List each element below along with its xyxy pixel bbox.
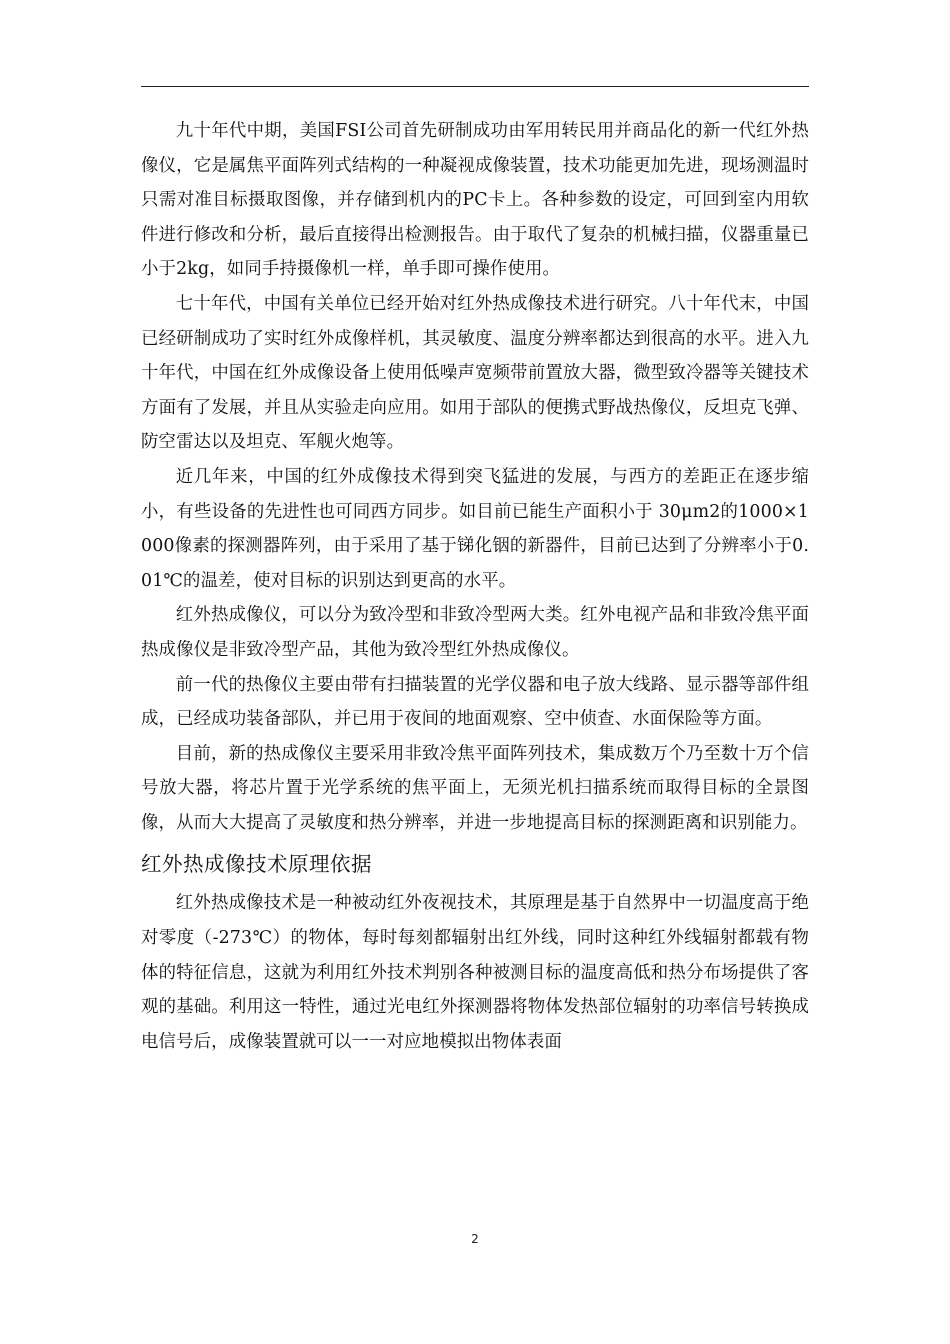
section-heading: 红外热成像技术原理依据: [141, 852, 372, 877]
paragraph-principle: 红外热成像技术是一种被动红外夜视技术，其原理是基于自然界中一切温度高于绝对零度（-273℃）的物体，每时每刻都辐射出红外线，同时这种红外线辐射都载有物体的特征信息，这就为利用红外技术判别各种被测目标的温度高低和热分布场提供了客观的基础。利用这一特性，通过光电红外探测器将物体发热部位辐射的功率信号转换成电信号后，成像装置就可以一一对应地模拟出物体表面: [141, 893, 809, 1052]
paragraph-recent-progress: 近几年来，中国的红外成像技术得到突飞猛进的发展，与西方的差距正在逐步缩小，有些设备的先进性也可同西方同步。如目前已能生产面积小于 30μm2的1000×1000像素的探测器阵列，由于采用了基于锑化铟的新器件，目前已达到了分辨率小于0.01℃的温差，使对目标的识别达到更高的水平。: [141, 466, 809, 591]
header-rule: [141, 86, 809, 87]
paragraph-china-research-history: 七十年代，中国有关单位已经开始对红外热成像技术进行研究。八十年代末，中国已经研制成功了实时红外成像样机，其灵敏度、温度分辨率都达到很高的水平。进入九十年代，中国在红外成像设备上使用低噪声宽频带前置放大器，微型致冷器等关键技术方面有了发展，并且从实验走向应用。如用于部队的便携式野战热像仪，反坦克飞弹、防空雷达以及坦克、军舰火炮等。: [141, 293, 809, 453]
paragraph-imager-types: 红外热成像仪，可以分为致冷型和非致冷型两大类。红外电视产品和非致冷焦平面热成像仪是非致冷型产品，其他为致冷型红外热成像仪。: [141, 605, 809, 660]
paragraph-current-technology: 目前，新的热成像仪主要采用非致冷焦平面阵列技术，集成数万个乃至数十万个信号放大器，将芯片置于光学系统的焦平面上，无须光机扫描系统而取得目标的全景图像，从而大大提高了灵敏度和热分辨率，并进一步地提高目标的探测距离和识别能力。: [141, 743, 809, 833]
paragraph-fsi-thermal-imager: 九十年代中期，美国FSI公司首先研制成功由军用转民用并商品化的新一代红外热像仪，它是属焦平面阵列式结构的一种凝视成像装置，技术功能更加先进，现场测温时只需对准目标摄取图像，并存储到机内的PC卡上。各种参数的设定，可回到室内用软件进行修改和分析，最后直接得出检测报告。由于取代了复杂的机械扫描，仪器重量已小于2kg，如同手持摄像机一样，单手即可操作使用。: [141, 121, 809, 280]
page-number: 2: [471, 1232, 479, 1246]
document-body: [141, 114, 809, 1059]
paragraph-previous-generation: 前一代的热像仪主要由带有扫描装置的光学仪器和电子放大线路、显示器等部件组成，已经成功装备部队，并已用于夜间的地面观察、空中侦查、水面保险等方面。: [141, 674, 809, 730]
